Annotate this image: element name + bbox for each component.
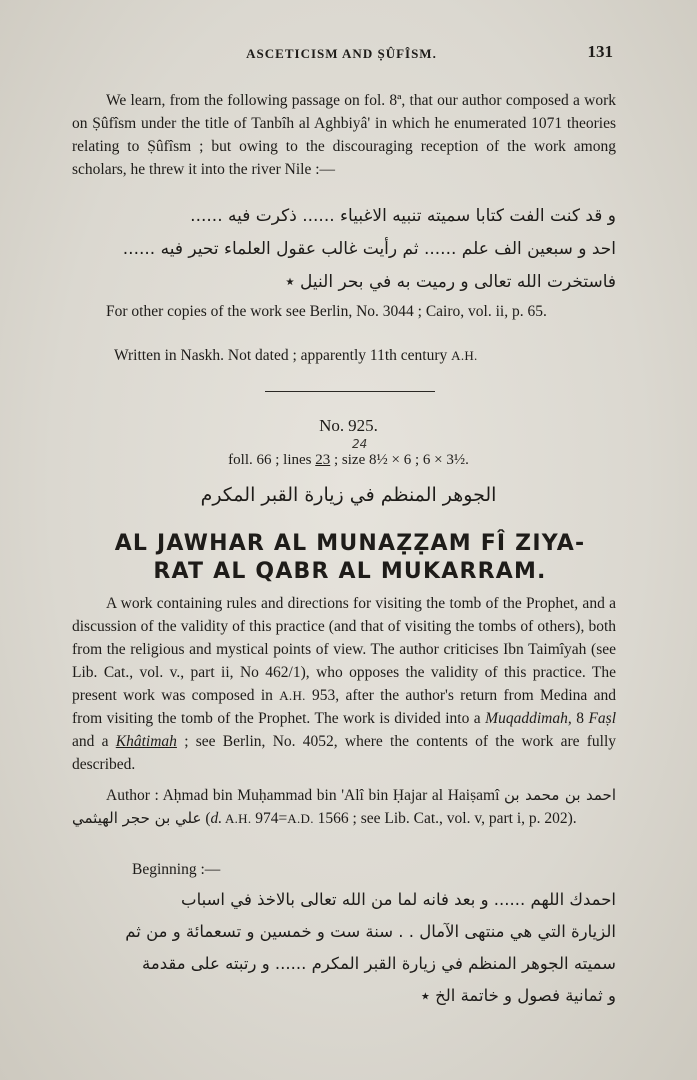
description-line: The present work was composed in	[72, 664, 616, 704]
description-line: ; see Berlin,	[176, 733, 266, 750]
term-khatimah: Khâtimah	[115, 733, 177, 750]
collation-line	[0, 452, 697, 469]
written-text: Written in Naskh. Not dated ; apparently 11th century	[114, 347, 448, 364]
arabic-title: الجوهر المنظم في زيارة القبر المكرم	[200, 484, 497, 506]
beginning-label: Beginning :—	[132, 861, 221, 878]
author-arabic: احمد بن محمد بن علي بن حجر الهيثمي	[72, 786, 616, 827]
intro-line: the discouraging reception of the work among scholars, he threw it	[72, 138, 616, 178]
intro-line: into the river Nile :—	[200, 161, 336, 178]
arabic-beginning	[72, 884, 616, 1012]
description-line: is divided into a	[379, 710, 486, 727]
collation-b: ; size 8½ × 6 ; 6 × 3½.	[330, 452, 469, 468]
author-paragraph	[72, 784, 616, 830]
author-era-ad: A.D.	[287, 811, 314, 826]
handwritten-correction: 24	[352, 437, 368, 451]
written-era: A.H.	[451, 348, 478, 363]
author-line: 974=	[251, 810, 288, 827]
entry-title	[70, 530, 630, 586]
arabic-beginning-line: و ثمانية فصول و خاتمة الخ ٭	[420, 986, 616, 1005]
description-line: No. 4052, where the contents of the work are fully described.	[72, 733, 617, 773]
intro-line: We learn, from the following passage on fol. 8ª, that our author	[106, 92, 502, 109]
running-title: ASCETICISM AND ṢÛFÎSM.	[246, 46, 437, 61]
description-line: vol. v., part ii, No 462/1), who opposes the validity of this practice.	[139, 664, 586, 681]
running-header	[70, 42, 613, 70]
description-line: A work containing rules and directions for visiting the tomb of	[106, 595, 499, 612]
description-line: points of view. The author criticises Ibn Taimîyah (see Lib. Cat.,	[72, 641, 616, 681]
arabic-quote-line: فاستخرت الله تعالى و رميت به في بحر النيل ٭	[285, 272, 616, 292]
description-line: the Prophet, and a discussion of the validity of this practice (and that	[72, 595, 616, 635]
written-note	[114, 344, 614, 367]
author-line: Cat., vol. v, part i, p. 202).	[413, 810, 577, 827]
description-era: A.H.	[279, 688, 306, 703]
description-line: and a	[72, 733, 116, 750]
entry-number-label: No.	[319, 416, 345, 435]
description-paragraph	[72, 592, 616, 776]
term-fasl: Faṣl	[588, 710, 616, 727]
arabic-quote-line: و قد كنت الفت كتابا سميته تنبيه الاغبياء ...... ذكرت فيه ......	[190, 206, 616, 226]
entry-number-value: 925.	[348, 416, 378, 435]
copies-line: For other copies of the work see Berlin, No. 3044 ; Cairo, vol.	[106, 303, 492, 320]
arabic-beginning-line: الزيارة التي هي منتهى الآمال . . سنة ست و خمسين و تسعمائة و من ثم	[125, 922, 616, 941]
description-line: from Medina and from visiting the tomb of the Prophet. The work	[72, 687, 617, 727]
description-line: of visiting the tombs of others), both from the religious and mystical	[72, 618, 616, 658]
author-era-ah: A.H.	[222, 811, 252, 826]
author-line: 1566 ; see Lib.	[313, 810, 410, 827]
arabic-beginning-line: سميته الجوهر المنظم في زيارة القبر المكرم ...... و رتبته على مقدمة	[142, 954, 616, 973]
intro-paragraph	[72, 89, 616, 181]
page-number: 131	[587, 42, 613, 61]
description-line: 953, after the author's return	[305, 687, 498, 704]
description-line: , 8	[567, 710, 589, 727]
arabic-quote-line: احد و سبعين الف علم ...... ثم رأيت غالب عقول العلماء تحير فيه ......	[122, 239, 616, 259]
arabic-beginning-line: احمدك اللهم ...... و بعد فانه لما من الله تعالى بالاخذ في اسباب	[181, 890, 616, 909]
author-line: (	[201, 810, 211, 827]
intro-line: which he enumerated 1071 theories relating to Ṣûfîsm ; but owing to	[72, 115, 616, 155]
author-line: Author : Aḥmad bin Muḥammad bin 'Alî bin Ḥajar al Haiṣamî	[106, 787, 500, 804]
collation-lines-struck: 23	[315, 452, 331, 468]
entry-title-line: RAT AL QABR AL MUKARRAM.	[153, 559, 547, 584]
author-died: d.	[210, 810, 223, 827]
collation-a: foll. 66 ; lines	[228, 452, 316, 468]
entry-title-line: AL JAWHAR AL MUNAẒẒAM FÎ ZIYA-	[114, 531, 586, 556]
copies-note	[72, 300, 616, 323]
term-muqaddimah: Muqaddimah	[485, 710, 568, 727]
section-divider	[265, 391, 435, 392]
arabic-quote	[72, 200, 616, 299]
intro-line: composed a work on Ṣûfîsm under the title of Tanbîh al Aghbiyâ' in	[72, 92, 616, 132]
entry-number	[0, 416, 697, 436]
copies-line: ii, p. 65.	[495, 303, 547, 320]
